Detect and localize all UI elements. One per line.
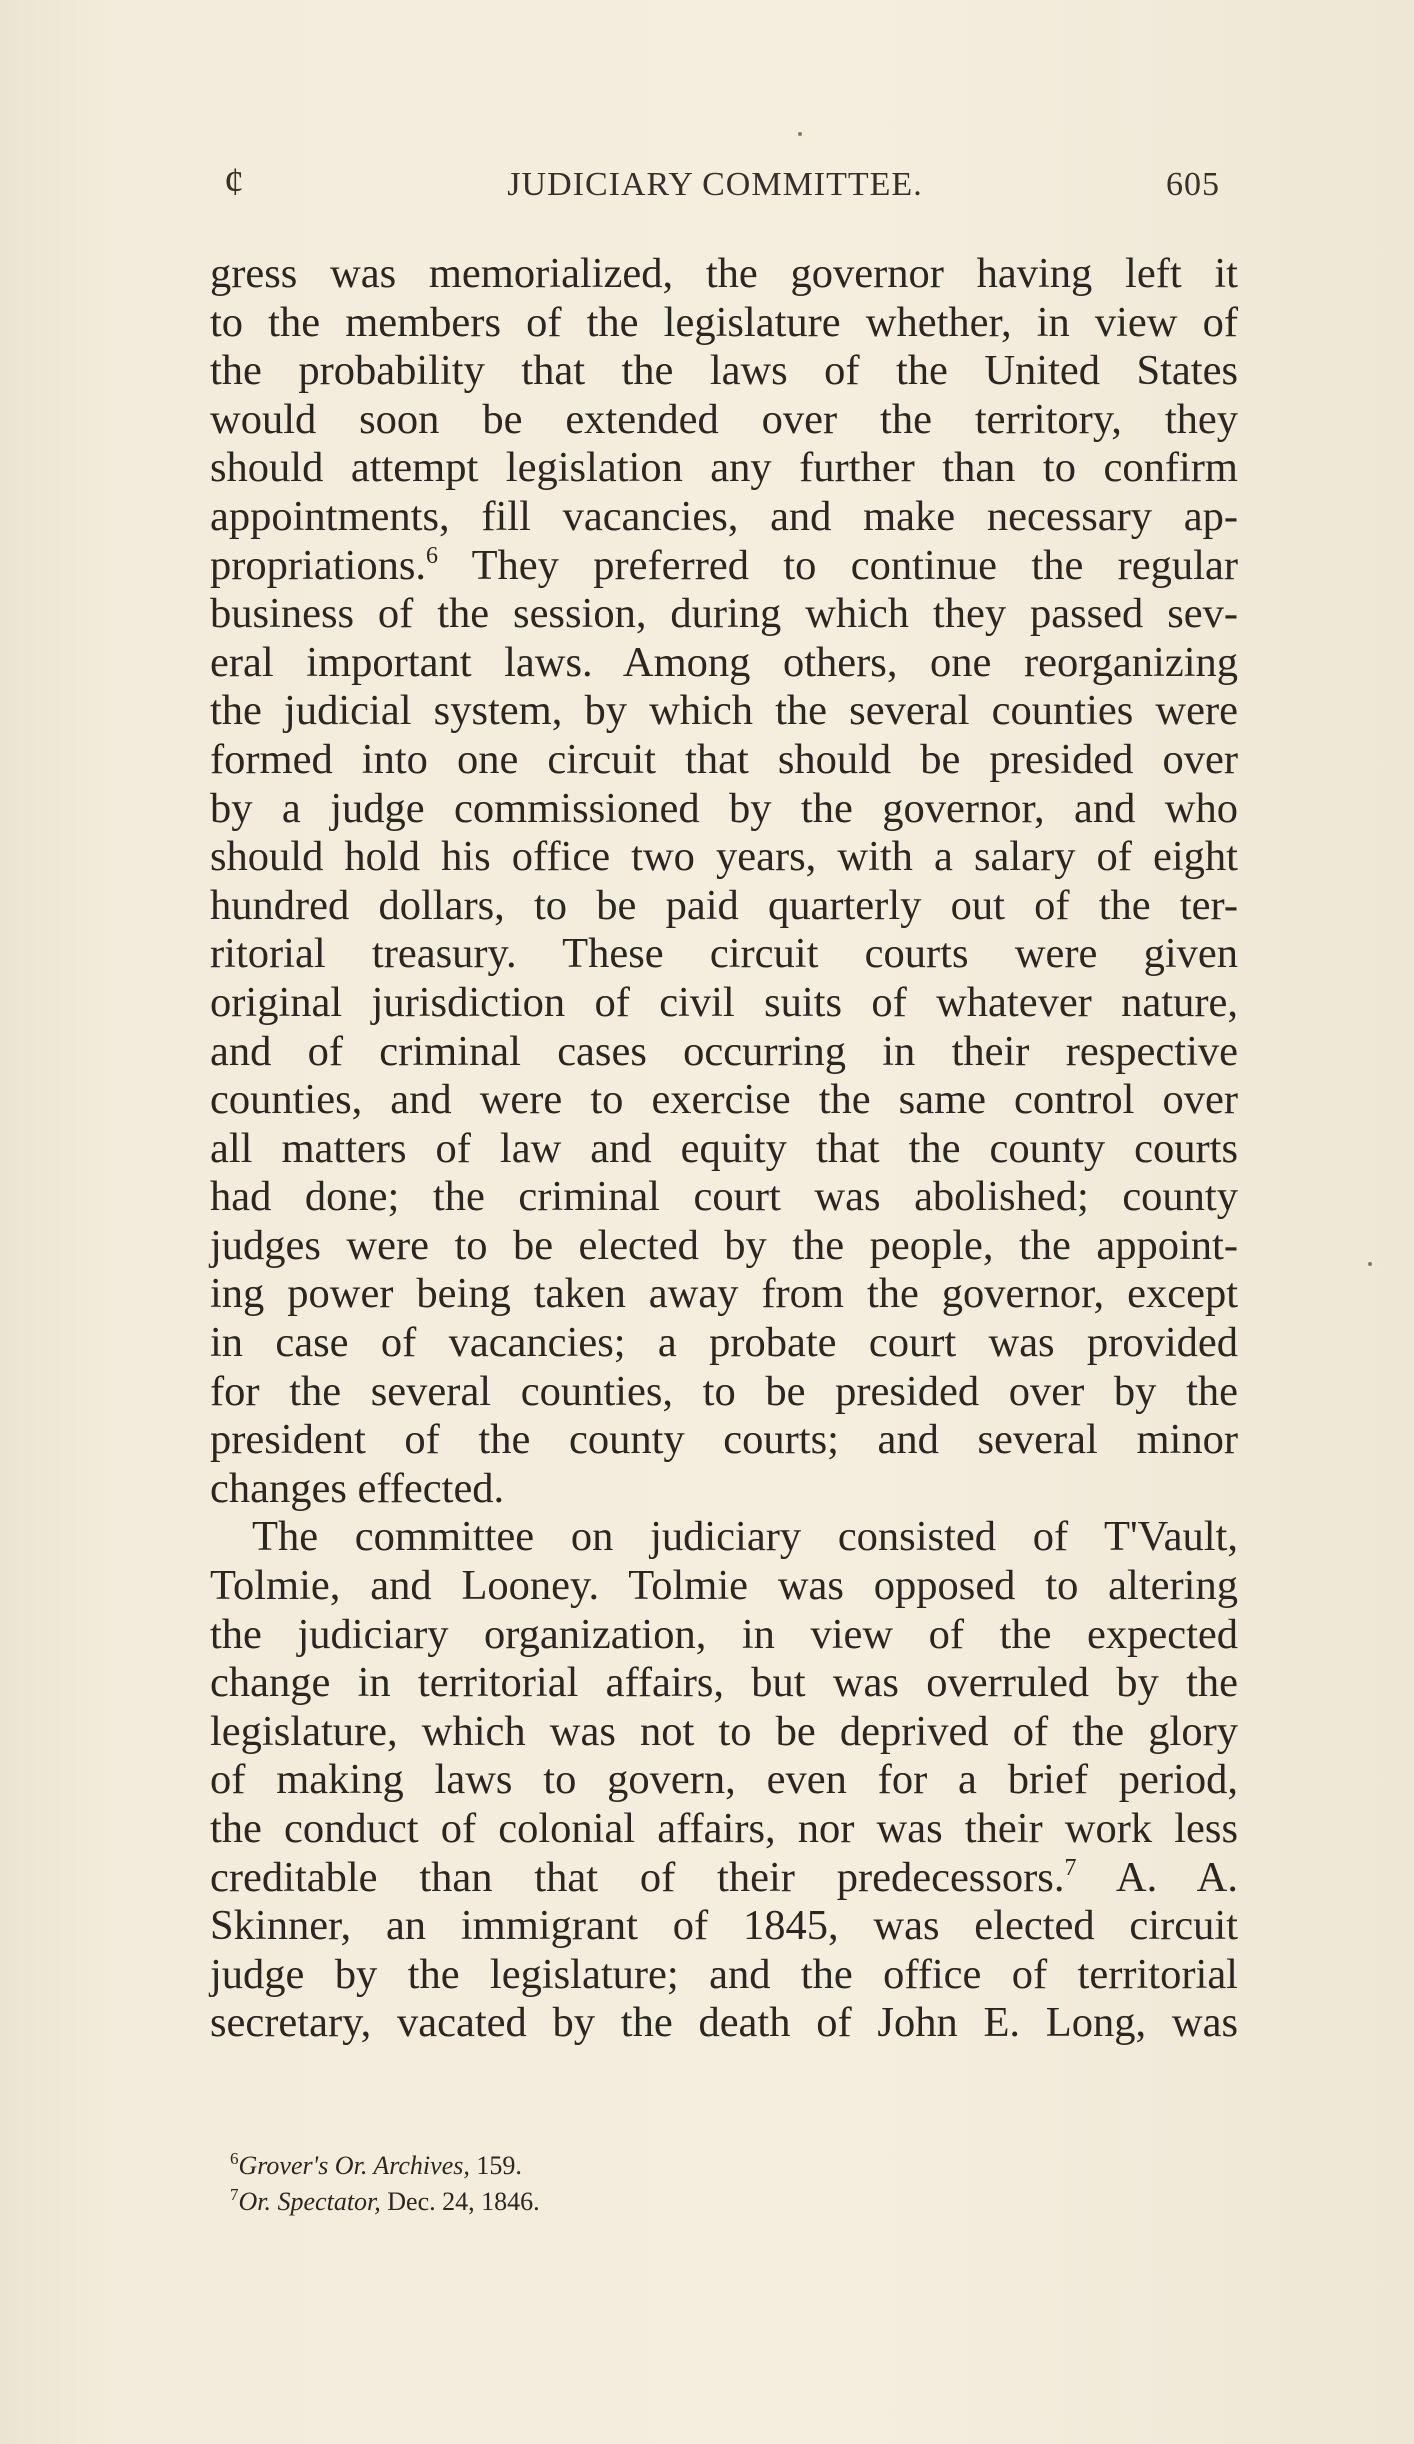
text-line: all matters of law and equity that the county courts	[210, 1124, 1238, 1172]
body-text	[210, 250, 1238, 2048]
paper-speck	[1368, 1262, 1372, 1266]
text-line: counties, and were to exercise the same control over	[210, 1076, 1238, 1124]
paper-speck	[798, 132, 802, 136]
text-line: judge by the legislature; and the office of territorial	[210, 1950, 1238, 1998]
footnote-ref-7: 7	[1064, 1854, 1077, 1881]
footnote-7	[230, 2184, 540, 2220]
text-line: legislature, which was not to be deprived of the glory	[210, 1707, 1238, 1755]
text-line: ing power being taken away from the governor, except	[210, 1270, 1238, 1318]
text-line: business of the session, during which they passed sev-	[210, 590, 1238, 638]
text-line: the probability that the laws of the United States	[210, 347, 1238, 395]
text-line: president of the county courts; and several minor	[210, 1416, 1238, 1464]
text-line: for the several counties, to be presided over by the	[210, 1367, 1238, 1415]
text-line: to the members of the legislature whether, in view of	[210, 298, 1238, 346]
footnote-6	[230, 2148, 540, 2184]
text-line: hundred dollars, to be paid quarterly out of the ter-	[210, 881, 1238, 929]
footnote-source: Or. Spectator,	[238, 2187, 381, 2216]
text-line: in case of vacancies; a probate court was provided	[210, 1319, 1238, 1367]
text-line: formed into one circuit that should be presided over	[210, 735, 1238, 783]
footnote-number: 7	[230, 2185, 239, 2204]
text-line: change in territorial affairs, but was overruled by the	[210, 1659, 1238, 1707]
text-line: gress was memorialized, the governor having left it	[210, 250, 1238, 297]
text-line: and of criminal cases occurring in their respective	[210, 1027, 1238, 1075]
text-line	[210, 1854, 1238, 1903]
text-line: had done; the criminal court was abolished; county	[210, 1173, 1238, 1221]
text-line: should attempt legislation any further than to confirm	[210, 444, 1238, 492]
text-line: The committee on judiciary consisted of T'Vault,	[252, 1513, 1238, 1561]
footnote-detail: 159.	[469, 2151, 522, 2180]
text-line: appointments, fill vacancies, and make necessary ap-	[210, 492, 1238, 540]
text-line: would soon be extended over the territory, they	[210, 395, 1238, 443]
printer-mark: ¢	[224, 159, 245, 204]
text-line: Skinner, an immigrant of 1845, was elected circuit	[210, 1902, 1238, 1950]
text-line: secretary, vacated by the death of John E. Long, was	[210, 1999, 1238, 2047]
footnote-ref-6: 6	[426, 542, 439, 569]
text-line: judges were to be elected by the people, the appoint-	[210, 1221, 1238, 1269]
text-line: changes effected.	[210, 1464, 505, 1512]
footnotes	[230, 2148, 540, 2220]
text-fragment: propriations.	[210, 541, 427, 589]
text-line: the conduct of colonial affairs, nor was their work less	[210, 1805, 1238, 1852]
text-fragment: A. A.	[1115, 1853, 1238, 1901]
footnote-source: Grover's Or. Archives,	[238, 2151, 470, 2180]
text-fragment: They preferred to continue the regular	[471, 541, 1238, 589]
text-line: the judicial system, by which the several counties were	[210, 687, 1238, 735]
running-header	[210, 159, 1220, 212]
text-line: Tolmie, and Looney. Tolmie was opposed to altering	[210, 1562, 1238, 1610]
footnote-detail: Dec. 24, 1846.	[380, 2187, 540, 2216]
text-line: eral important laws. Among others, one reorganizing	[210, 638, 1238, 686]
text-fragment: creditable than that of their predecessors.	[210, 1853, 1065, 1901]
text-line: the judiciary organization, in view of the expected	[210, 1610, 1238, 1658]
text-line	[210, 542, 1238, 591]
footnote-number: 6	[230, 2149, 239, 2168]
text-line: should hold his office two years, with a salary of eight	[210, 833, 1238, 881]
text-line: original jurisdiction of civil suits of whatever nature,	[210, 978, 1238, 1026]
text-line: of making laws to govern, even for a brief period,	[210, 1756, 1238, 1804]
text-line: ritorial treasury. These circuit courts were given	[210, 930, 1238, 978]
running-title: JUDICIARY COMMITTEE.	[507, 166, 923, 203]
text-line: by a judge commissioned by the governor, and who	[210, 784, 1238, 832]
page-number: 605	[1166, 166, 1220, 203]
